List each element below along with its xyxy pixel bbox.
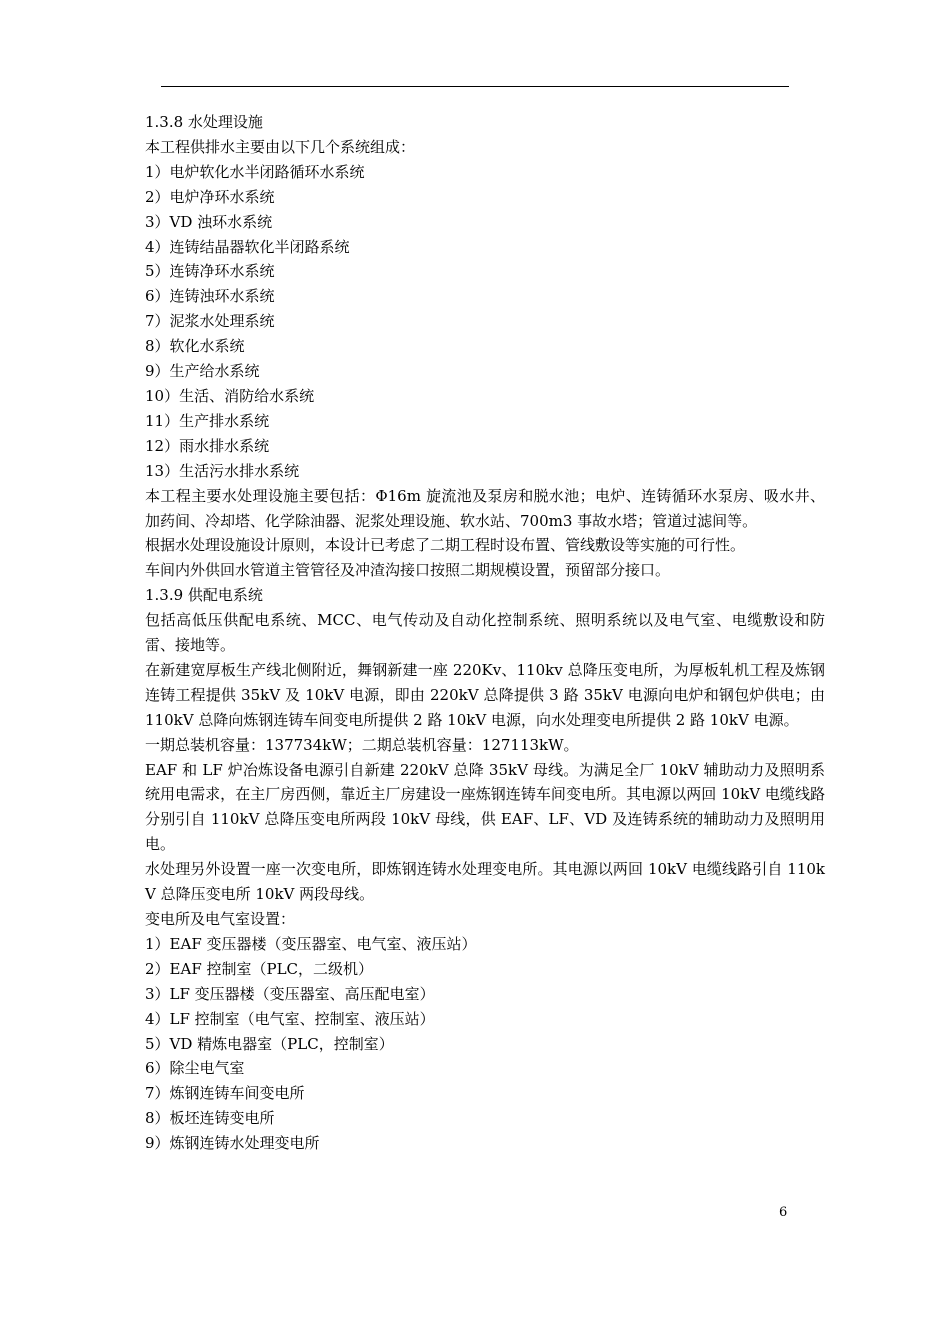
list-item: 1）电炉软化水半闭路循环水系统: [145, 162, 365, 181]
list-item: 6）除尘电气室: [145, 1059, 245, 1078]
paragraph: 一期总装机容量：137734kW；二期总装机容量：127113kW。: [145, 735, 579, 754]
paragraph: 变电所及电气室设置：: [145, 910, 296, 928]
list-item: 12）雨水排水系统: [145, 436, 270, 455]
list-item: 2）EAF 控制室（PLC，二级机）: [145, 959, 374, 978]
list-item: 4）连铸结晶器软化半闭路系统: [145, 237, 350, 256]
paragraph: 本工程主要水处理设施主要包括：Φ16m 旋流池及泵房和脱水池；电炉、连铸循环水泵房、吸水井、加药间、冷却塔、化学除油器、泥浆处理设施、软水站、700m3 事故水塔；管道过滤间等。: [145, 486, 825, 530]
list-item: 9）生产给水系统: [145, 362, 260, 381]
list-item: 10）生活、消防给水系统: [145, 386, 315, 405]
list-item: 8）软化水系统: [145, 337, 245, 356]
list-item: 5）连铸净环水系统: [145, 262, 275, 281]
section-heading: 1.3.9 供配电系统: [145, 586, 263, 605]
header-rule: [161, 86, 789, 87]
paragraph: EAF 和 LF 炉冶炼设备电源引自新建 220kV 总降 35kV 母线。为满足全厂 10kV 辅助动力及照明系统用电需求，在主厂房西侧，靠近主厂房建设一座炼钢连铸车间变电所。其电源以两回 10kV 电缆线路分别引自 110kV 总降压变电所两段 10kV 母线，供 EAF、LF、VD 及连铸系统的辅助动力及照明用电。: [145, 760, 825, 854]
list-item: 1）EAF 变压器楼（变压器室、电气室、液压站）: [145, 934, 477, 953]
list-item: 3）VD 浊环水系统: [145, 212, 273, 231]
list-item: 9）炼钢连铸水处理变电所: [145, 1134, 320, 1153]
list-item: 6）连铸浊环水系统: [145, 287, 275, 306]
list-item: 4）LF 控制室（电气室、控制室、液压站）: [145, 1009, 435, 1028]
list-item: 7）炼钢连铸车间变电所: [145, 1084, 305, 1103]
paragraph: 本工程供排水主要由以下几个系统组成：: [145, 137, 416, 156]
paragraph: 包括高低压供配电系统、MCC、电气传动及自动化控制系统、照明系统以及电气室、电缆敷设和防雷、接地等。: [145, 611, 825, 655]
paragraph: 车间内外供回水管道主管管径及冲渣沟接口按照二期规模设置，预留部分接口。: [145, 561, 671, 580]
page-number: 6: [779, 1205, 788, 1220]
paragraph: 水处理另外设置一座一次变电所，即炼钢连铸水处理变电所。其电源以两回 10kV 电缆线路引自 110kV 总降压变电所 10kV 两段母线。: [145, 860, 825, 904]
paragraph: 根据水处理设施设计原则，本设计已考虑了二期工程时设布置、管线敷设等实施的可行性。: [145, 536, 746, 555]
section-heading: 1.3.8 水处理设施: [145, 113, 263, 131]
list-item: 5）VD 精炼电器室（PLC，控制室）: [145, 1034, 394, 1053]
list-item: 3）LF 变压器楼（变压器室、高压配电室）: [145, 984, 435, 1003]
paragraph: 在新建宽厚板生产线北侧附近，舞钢新建一座 220Kv、110kv 总降压变电所，为厚板轧机工程及炼钢连铸工程提供 35kV 及 10kV 电源，即由 220kV 总降提供 3 路 35kV 电源向电炉和钢包炉供电；由 110kV 总降向炼钢连铸车间变电所提供 2 路 10kV 电源，向水处理变电所提供 2 路 10kV 电源。: [145, 660, 825, 729]
page-body: [145, 110, 825, 1156]
list-item: 8）板坯连铸变电所: [145, 1109, 275, 1128]
list-item: 13）生活污水排水系统: [145, 461, 300, 480]
list-item: 11）生产排水系统: [145, 411, 270, 430]
list-item: 2）电炉净环水系统: [145, 187, 275, 206]
list-item: 7）泥浆水处理系统: [145, 312, 275, 331]
